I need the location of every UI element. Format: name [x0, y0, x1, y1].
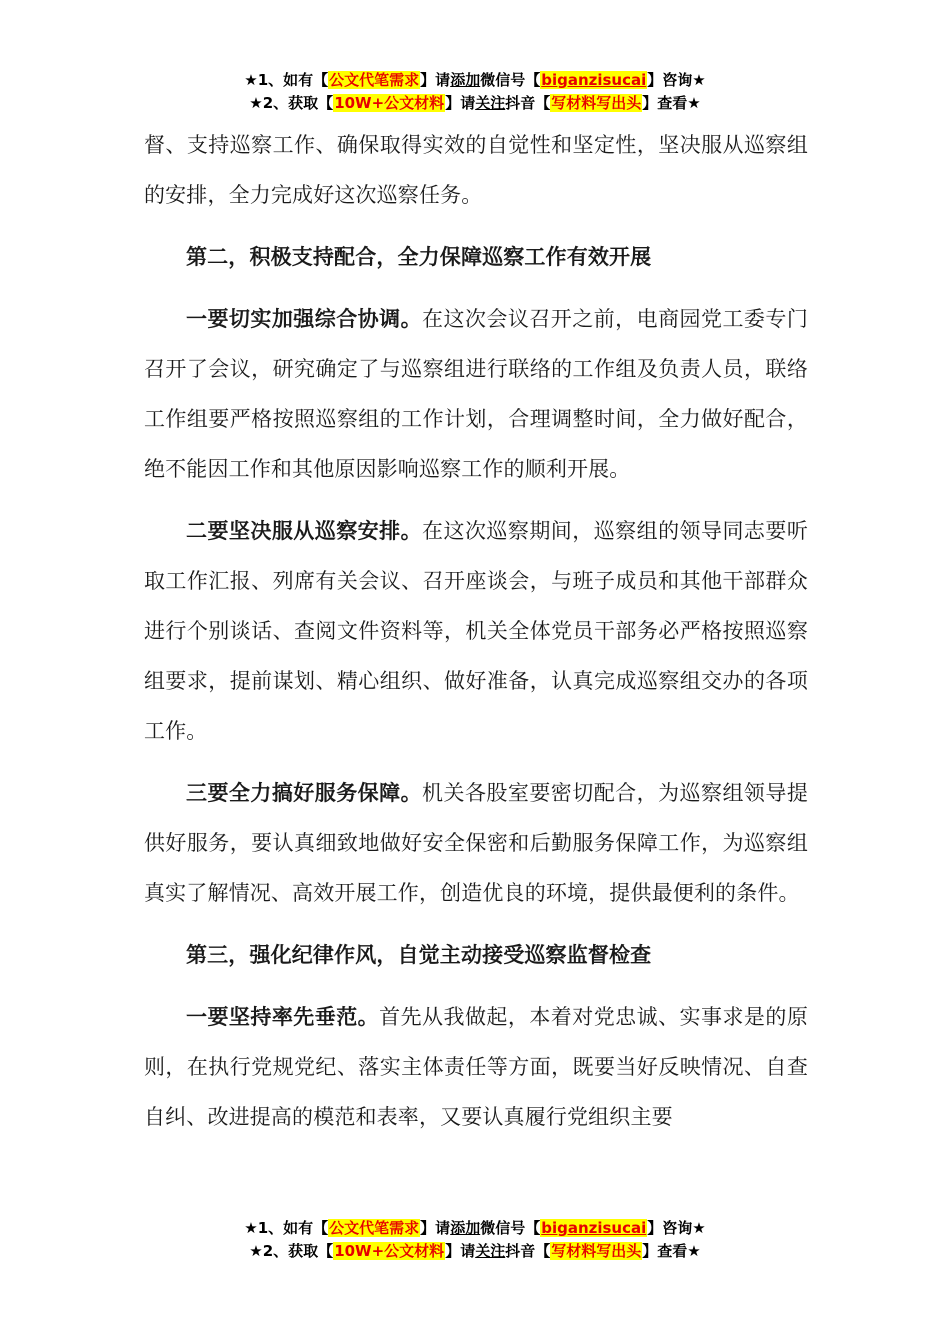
promo-line-2	[0, 1240, 950, 1263]
section-heading-3: 第三，强化纪律作风，自觉主动接受巡察监督检查	[186, 943, 652, 967]
paragraph-obey-arrangement	[144, 506, 808, 756]
promo-text: 】咨询★	[647, 71, 706, 89]
promo-underline-text: 添加	[450, 71, 481, 89]
promo-text: ★2、获取【	[249, 94, 334, 112]
promo-text: 】请	[420, 1219, 451, 1237]
paragraph-text: 在这次会议召开之前，电商园党工委专门召开了会议，研究确定了与巡察组进行联络的工作组及负责人员，联络工作组要严格按照巡察组的工作计划，合理调整时间，全力做好配合，绝不能因工作和其他原因影响巡察工作的顺利开展。	[144, 307, 808, 481]
paragraph-coordination	[144, 294, 808, 494]
promo-underline-text: 关注	[475, 1242, 506, 1260]
paragraph-text: 在这次巡察期间，巡察组的领导同志要听取工作汇报、列席有关会议、召开座谈会，与班子成员和其他干部群众进行个别谈话、查阅文件资料等，机关全体党员干部务必严格按照巡察组要求，提前谋划、精心组织、做好准备，认真完成巡察组交办的各项工作。	[144, 519, 808, 743]
promo-highlight: 公文代笔需求	[329, 1219, 420, 1237]
wechat-id: biganzisucai	[541, 1219, 647, 1237]
promo-text: 抖音【	[505, 1242, 551, 1260]
promo-line-1	[0, 69, 950, 92]
paragraph-lead: 一要坚持率先垂范。	[186, 1005, 380, 1029]
promo-line-1	[0, 1217, 950, 1240]
promo-highlight: 公文代笔需求	[329, 71, 420, 89]
promo-underline-text: 添加	[450, 1219, 481, 1237]
paragraph-lead: 一要切实加强综合协调。	[186, 307, 423, 331]
promo-text: 】查看★	[642, 94, 701, 112]
promo-text: ★1、如有【	[244, 1219, 329, 1237]
promo-text: ★2、获取【	[249, 1242, 334, 1260]
promo-line-2	[0, 92, 950, 115]
wechat-id: biganzisucai	[541, 71, 647, 89]
promo-text: 微信号【	[480, 71, 541, 89]
paragraph-service-support	[144, 768, 808, 918]
section-heading-2: 第二，积极支持配合，全力保障巡察工作有效开展	[186, 245, 652, 269]
promo-highlight: 10W+公文材料	[334, 1242, 445, 1260]
promo-text: 】请	[445, 1242, 476, 1260]
promo-banner-top	[0, 69, 950, 115]
promo-text: 微信号【	[480, 1219, 541, 1237]
paragraph-lead-by-example	[144, 992, 808, 1142]
douyin-account: 写材料写出头	[551, 1242, 642, 1260]
promo-banner-bottom	[0, 1217, 950, 1263]
paragraph-text: 首先从我做起，本着对党忠诚、实事求是的原则，在执行党规党纪、落实主体责任等方面，既要当好反映情况、自查自纠、改进提高的模范和表率，又要认真履行党组织主要	[144, 1005, 809, 1129]
promo-text: 】请	[420, 71, 451, 89]
promo-text: 】咨询★	[647, 1219, 706, 1237]
paragraph-text: 机关各股室要密切配合，为巡察组领导提供好服务，要认真细致地做好安全保密和后勤服务保障工作，为巡察组真实了解情况、高效开展工作，创造优良的环境，提供最便利的条件。	[144, 781, 808, 905]
paragraph-lead: 二要坚决服从巡察安排。	[186, 519, 423, 543]
douyin-account: 写材料写出头	[551, 94, 642, 112]
promo-highlight: 10W+公文材料	[334, 94, 445, 112]
promo-underline-text: 关注	[475, 94, 506, 112]
document-body	[144, 120, 808, 1154]
promo-text: 】查看★	[642, 1242, 701, 1260]
paragraph-continued: 督、支持巡察工作、确保取得实效的自觉性和坚定性，坚决服从巡察组的安排，全力完成好这次巡察任务。	[144, 133, 808, 207]
promo-text: ★1、如有【	[244, 71, 329, 89]
paragraph-lead: 三要全力搞好服务保障。	[186, 781, 423, 805]
promo-text: 】请	[445, 94, 476, 112]
promo-text: 抖音【	[505, 94, 551, 112]
